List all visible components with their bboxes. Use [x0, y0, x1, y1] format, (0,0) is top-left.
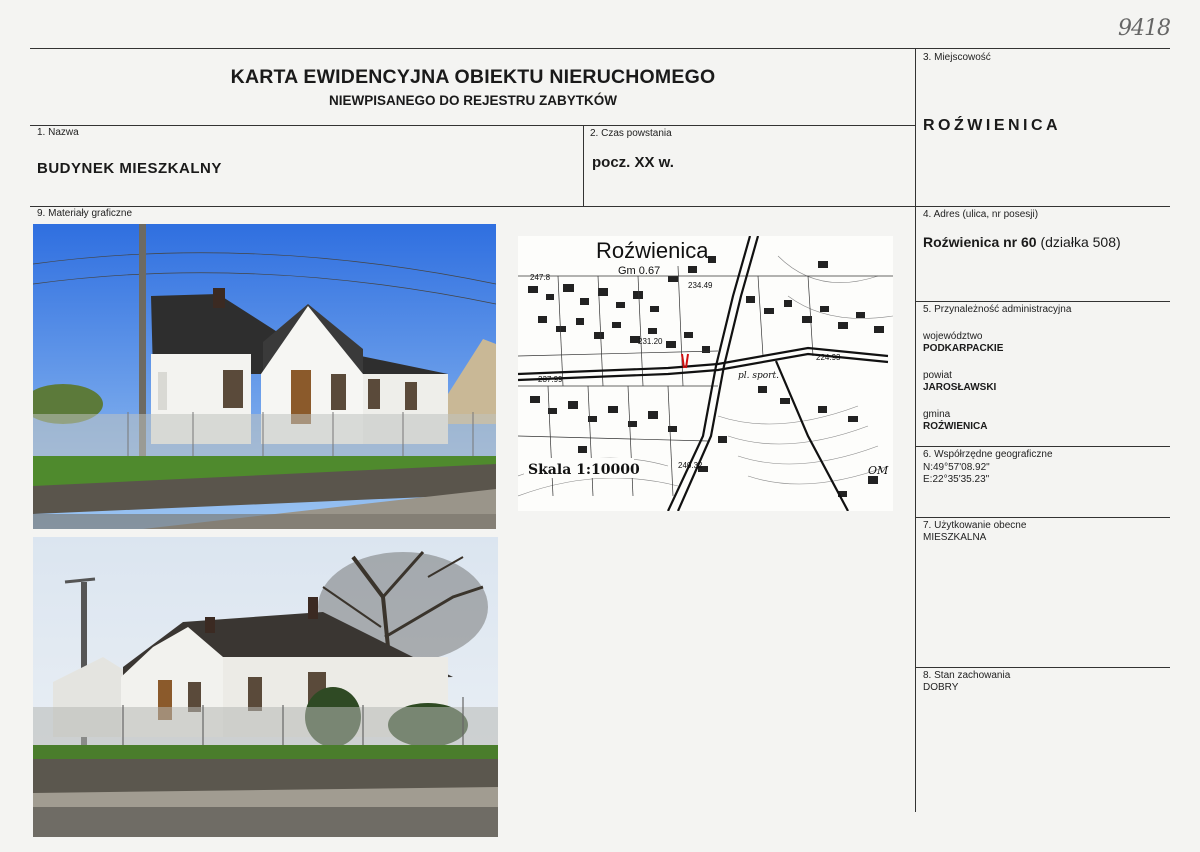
header-divider [30, 125, 916, 126]
map-place-name: Roźwienica [596, 238, 709, 263]
county-label: powiat [923, 370, 952, 381]
map-gm-label: Gm 0.67 [618, 265, 661, 277]
right-divider-8 [915, 667, 1170, 668]
date-value: pocz. XX w. [592, 154, 674, 171]
voivodeship-label: województwo [923, 331, 983, 342]
coords-north: N:49°57'08.92" [923, 462, 990, 473]
right-column-divider [915, 48, 916, 812]
right-divider-5 [915, 301, 1170, 302]
condition-value: DOBRY [923, 682, 959, 693]
name-label: 1. Nazwa [37, 127, 79, 138]
county-value: JAROSŁAWSKI [923, 382, 997, 393]
commune-label: gmina [923, 409, 951, 420]
date-label: 2. Czas powstania [590, 128, 672, 139]
commune-value: ROŹWIENICA [923, 421, 988, 432]
house-photo-front [33, 224, 496, 529]
right-divider-6 [915, 446, 1170, 447]
map-height: 224.93 [816, 353, 841, 362]
map-height: 240.32 [678, 461, 703, 470]
name-value: BUDYNEK MIESZKALNY [37, 160, 222, 177]
map-sport-label: pl. sport. [738, 371, 779, 381]
address-main: Roźwienica nr 60 [923, 234, 1037, 250]
address-value [923, 234, 1121, 250]
graphics-label: 9. Materiały graficzne [37, 208, 133, 219]
row-divider [30, 206, 1170, 207]
map-height: 231.20 [638, 337, 663, 346]
name-date-divider [583, 125, 584, 206]
card-title: KARTA EWIDENCYJNA OBIEKTU NIERUCHOMEGO [230, 66, 716, 88]
condition-label: 8. Stan zachowania [923, 670, 1011, 681]
map-om-label: OM [868, 464, 889, 477]
coords-label: 6. Współrzędne geograficzne [923, 449, 1053, 460]
address-parcel: (działka 508) [1040, 234, 1121, 250]
house-photo-corner [33, 537, 498, 837]
right-divider-7 [915, 517, 1170, 518]
map-height: 247.8 [530, 273, 551, 282]
top-border [30, 48, 1170, 49]
location-map [518, 236, 893, 511]
voivodeship-value: PODKARPACKIE [923, 343, 1004, 354]
locality-value: ROŹWIENICA [923, 117, 1062, 134]
address-label: 4. Adres (ulica, nr posesji) [923, 209, 1039, 220]
map-scale: Skala 1:10000 [528, 462, 640, 478]
locality-label: 3. Miejscowość [923, 52, 991, 63]
card-subtitle: NIEWPISANEGO DO REJESTRU ZABYTKÓW [328, 93, 617, 108]
map-height: 237.99 [538, 375, 563, 384]
handwritten-archive-number: 9418 [1118, 16, 1170, 41]
coords-east: E:22°35'35.23" [923, 474, 990, 485]
admin-label: 5. Przynależność administracyjna [923, 304, 1072, 315]
usage-value: MIESZKALNA [923, 532, 987, 543]
usage-label: 7. Użytkowanie obecne [923, 520, 1027, 531]
map-height: 234.49 [688, 281, 713, 290]
